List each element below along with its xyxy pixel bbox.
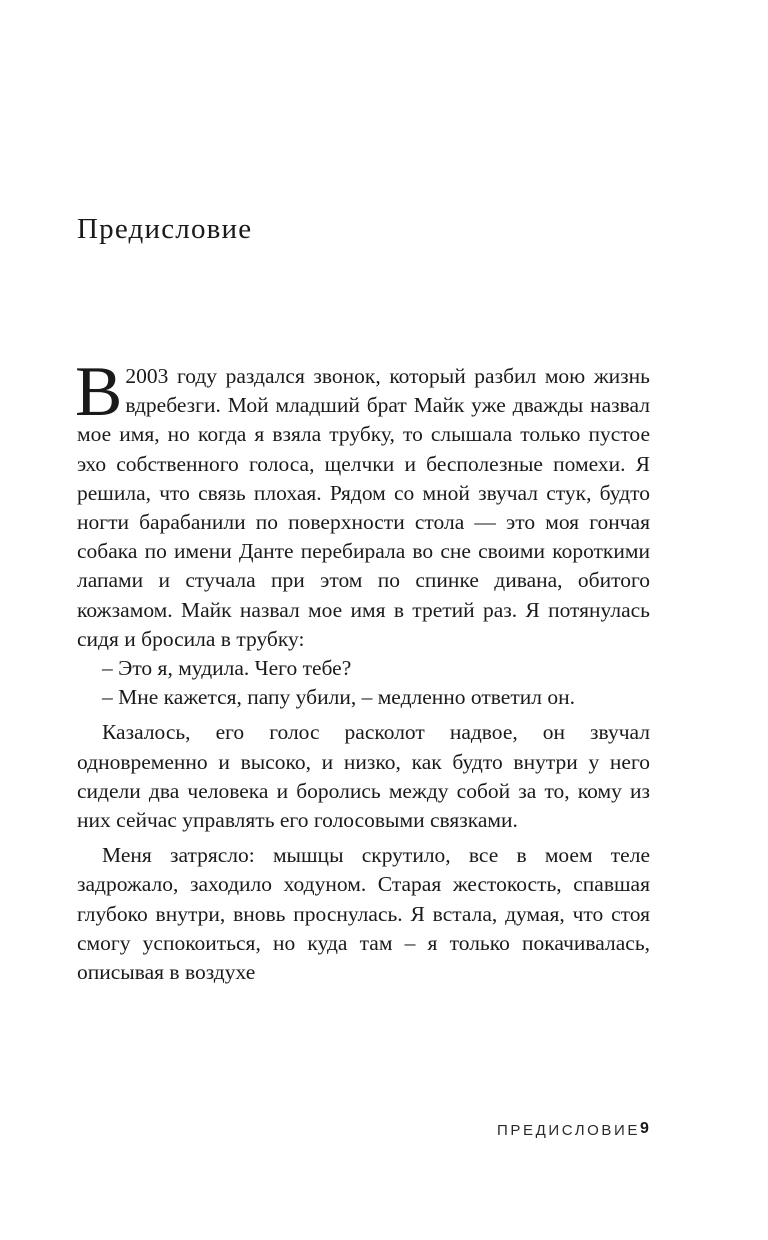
body-text [75, 353, 650, 987]
paragraph-4: Казалось, его голос расколот надвое, он звучал одновременно и высоко, и низко, как будто внутри у него сидели два человека и боролись между собой за то, кому из них сейчас управлять его голосовыми связками. [77, 720, 650, 833]
dialogue-line-1: – Это я, мудила. Чего тебе? [102, 656, 352, 681]
drop-cap: В [75, 353, 123, 431]
paragraph-opening [75, 353, 650, 654]
dialogue-line-2: – Мне кажется, папу убили, – медленно ответил он. [102, 685, 575, 710]
chapter-title: Предисловие [77, 213, 253, 245]
paragraph-1-text: 2003 году раздался звонок, который разбил мою жизнь вдребезги. Мой младший брат Майк уже дважды назвал мое имя, но когда я взяла трубку, то слышала только пустое эхо собственного голоса, щелчки и бесполезные помехи. Я решила, что связь плохая. Рядом со мной звучал стук, будто ногти барабанили по поверхности стола — это моя гончая собака по имени Данте перебирала во сне своими короткими лапами и стучала при этом по спинке дивана, обитого кожзамом. Майк назвал мое имя в третий раз. Я потянулась сидя и бросила в трубку: [77, 364, 650, 651]
running-footer: ПРЕДИСЛОВИЕ [497, 1122, 640, 1139]
page-number: 9 [640, 1120, 649, 1137]
paragraph-5: Меня затрясло: мышцы скрутило, все в моем теле задрожало, заходило ходуном. Старая жестокость, спавшая глубоко внутри, вновь проснулась. Я встала, думая, что стоя смогу успокоиться, но куда там – я только покачивалась, описывая в воздухе [77, 843, 650, 985]
